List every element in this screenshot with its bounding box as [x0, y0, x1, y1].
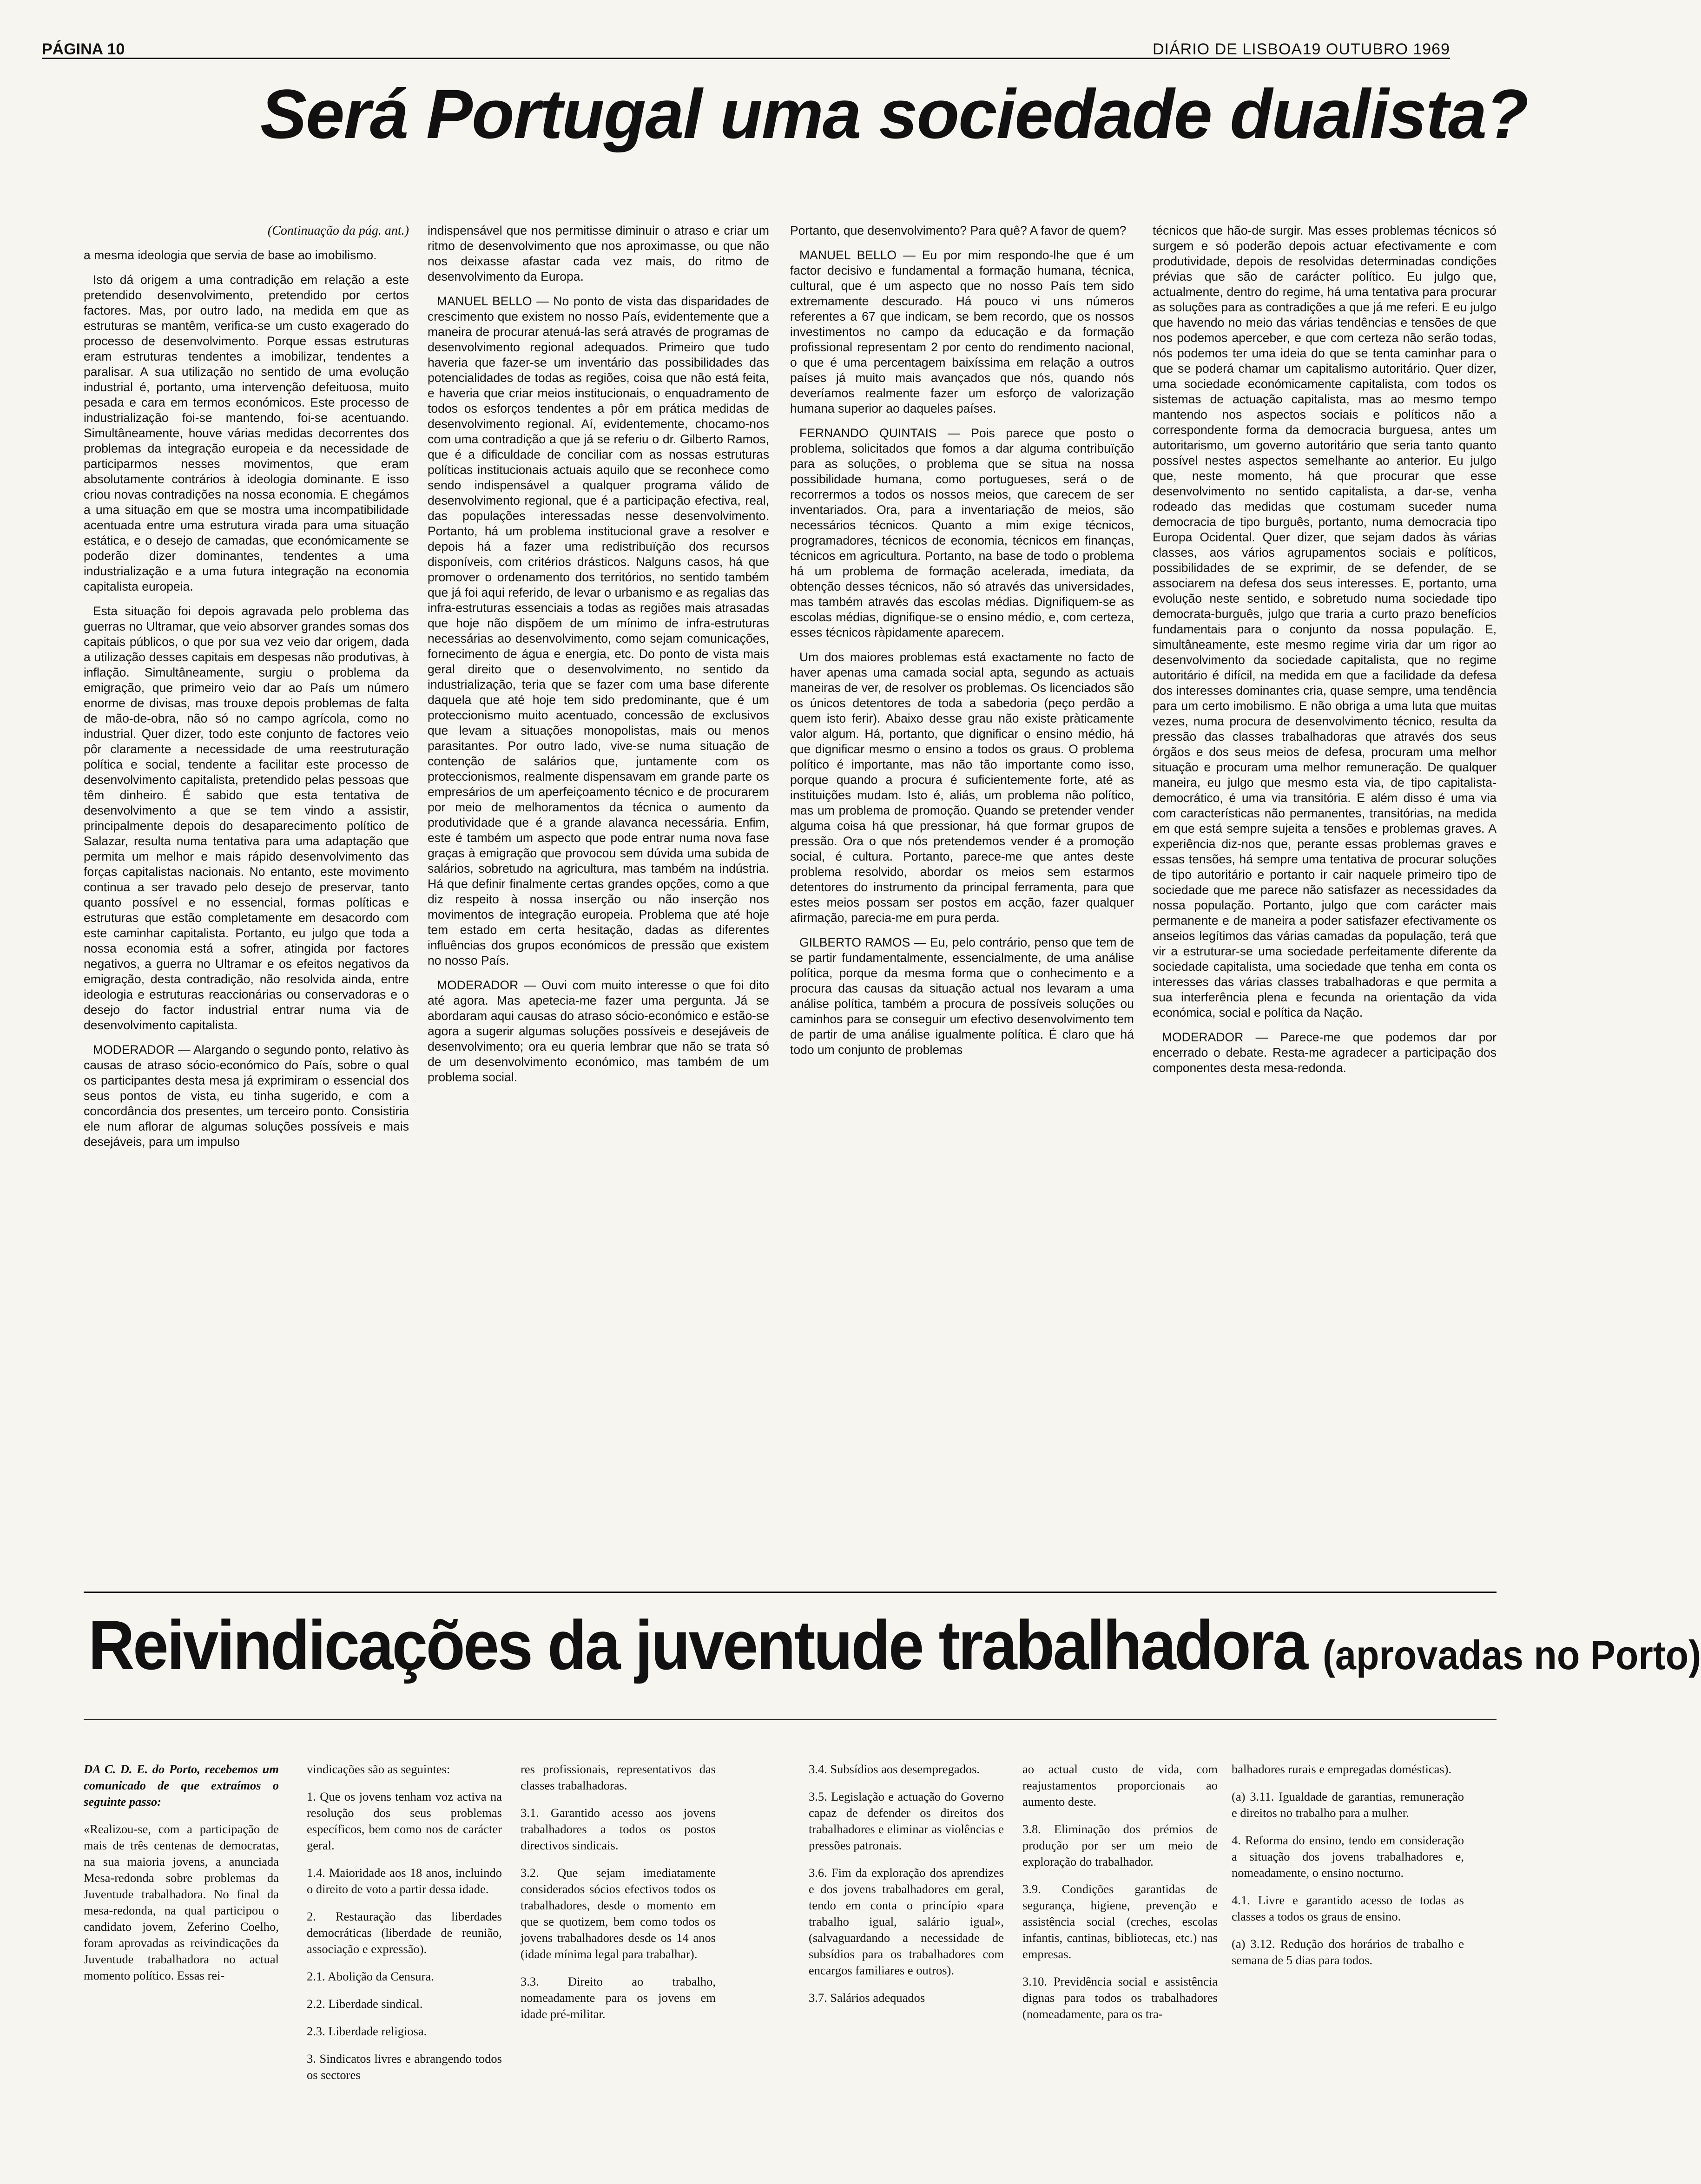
- list-item: 3.1. Garantido acesso aos jovens trabalhadores a todos os postos directivos sindicais.: [521, 1806, 716, 1852]
- list-item: 3.2. Que sejam imediatamente considerados sócios efectivos todos os trabalhadores, desde o momento em que se quotizem, bem como todos os jovens trabalhadores desde os 14 anos (idade mínima legal para trabalhar).: [521, 1866, 716, 1961]
- continuation-note: (Continuação da pág. ant.): [267, 224, 409, 238]
- paragraph: Isto dá origem a uma contradição em relação a este pretendido desenvolvimento, pretendido por certos factores. Mas, por outro lado, na medida em que as estruturas se mantêm, verifica-se um custo exagerado do processo de desenvolvimento. Porque essas estruturas eram estruturas tendentes a imobilizar, tendentes a paralisar. A sua utilização no sentido de uma evolução industrial é, portanto, uma intervenção defeituosa, muito pesada e cara em termos económicos. Este processo de industrialização foi-se mantendo, foi-se acentuando. Simultâneamente, houve várias medidas decorrentes dos problemas da integração europeia e da necessidade de participarmos nesses movimentos, que eram absolutamente contrários à ideologia dominante. E isso criou novas contradições na nossa economia. E chegámos a uma situação em que se mostra uma incompatibilidade acentuada entre uma estrutura virada para uma situação estática, e o desejo de camadas, que económicamente se poderão dizer dominantes, tendentes a uma industrialização e a uma futura integração na economia capitalista europeia.: [84, 273, 409, 593]
- article-column-4: [809, 1761, 1004, 2170]
- list-item: 3.4. Subsídios aos desempregados.: [809, 1762, 980, 1776]
- paragraph: FERNANDO QUINTAIS — Pois parece que posto o problema, solicitados que fomos a dar alguma contribuïção para as soluções, o problema que se situa na nossa possibilidade humana, como portugueses, será o de recorrermos a todos os nossos meios, que carecem de ser inventariados. Ora, para a inventariação de meios, são necessários técnicos. Quanto a mim exige técnicos, programadores, técnicos de economia, técnicos em finanças, técnicos em agricultura. Portanto, na base de todo o problema há um problema de formação acelerada, imediata, da obtenção desses técnicos, não só através das universidades, mas também através das escolas médias. Dignifiquem-se as escolas médias, dignifique-se o ensino médio, e, com certeza, esses técnicos ràpidamente aparecem.: [790, 426, 1134, 639]
- paragraph: MANUEL BELLO — No ponto de vista das disparidades de crescimento que existem no nosso País, evidentemente que a maneira de procurar atenuá-las será através de programas de desenvolvimento regional adequados. Primeiro que tudo haveria que fazer-se um inventário das possibilidades das potencialidades de todas as regiões, coisa que não está feita, e haveria que criar meios institucionais, o enquadramento de todos os esforços tendentes a pôr em prática medidas de desenvolvimento regional. Aí, evidentemente, chocamo-nos com uma contradição a que já se referiu o dr. Gilberto Ramos, que é a dificuldade de conciliar com as nossas estruturas políticas institucionais actuais aquilo que se reconhece como sendo indispensável a qualquer programa válido de desenvolvimento regional, que é a participação efectiva, real, das populações interessadas nesse desenvolvimento. Portanto, há um problema institucional grave a resolver e depois há a fazer uma redistribuïção dos recursos disponíveis, com critérios drásticos. Nalguns casos, há que promover o ordenamento dos territórios, no sentido também que já foi aqui referido, de levar o urbanismo e as regalias das infra-estruturas essenciais a todas as regiões mais atrasadas que hoje não dispõem de um mínimo de infra-estruturas necessárias ao desenvolvimento, como sejam comunicações, fornecimento de água e energia, etc. Do ponto de vista mais geral direito que o desenvolvimento, no sentido da industrialização, teria que se fazer com uma base diferente daquela que até hoje tem sido predominante, que é um proteccionismo muito acentuado, concessão de exclusivos que levam a situações monopolistas, mais ou menos parasitantes. Por outro lado, vive-se numa situação de contenção de salários que, juntamente com os proteccionismos, realmente dispensavam em grande parte os empresários de um aperfeiçoamento técnico e de procurarem por meio de melhoramentos da técnica o aumento da produtividade que é a grande alavanca necessária. Enfim, este é também um aspecto que pode entrar numa nova fase graças à emigração que provocou sem dúvida uma subida de salários, sobretudo na agricultura, mas também na indústria. Há que definir finalmente certas grandes opções, como a que diz respeito à nossa inserção ou não inserção nos movimentos de integração europeia. Problema que até hoje tem estado em certa hesitação, dadas as diferentes influências dos grupos económicos de pressão que existem no nosso País.: [428, 294, 769, 967]
- list-item: 2. Restauração das liberdades democráticas (liberdade de reunião, associação e expressão).: [307, 1909, 502, 1956]
- paragraph: GILBERTO RAMOS — Eu, pelo contrário, penso que tem de se partir fundamentalmente, essencialmente, de uma análise política, porque da mesma forma que o conhecimento e a procura das causas da situação actual nos levaram a uma análise política, também a procura de possíveis soluções ou caminhos para se conseguir um efectivo desenvolvimento tem de partir de uma análise igualmente política. É claro que há todo um conjunto de problemas: [790, 935, 1134, 1057]
- list-item: res profissionais, representativos das classes trabalhadoras.: [521, 1762, 716, 1792]
- list-item: (a) 3.11. Igualdade de garantias, remuneração e direitos no trabalho para a mulher.: [1232, 1789, 1464, 1820]
- list-item: 3.6. Fim da exploração dos aprendizes e dos jovens trabalhadores em geral, tendo em conta o princípio «para trabalho igual, salário igual», (salvaguardando a necessidade de subsídios para os trabalhadores com encargos familiares e outros).: [809, 1866, 1004, 1977]
- list-item: 1. Que os jovens tenham voz activa na resolução dos seus problemas específicos, bem como nos de carácter geral.: [307, 1789, 502, 1852]
- section-divider: [84, 1592, 1497, 1593]
- list-item: 4.1. Livre e garantido acesso de todas as classes a todos os graus de ensino.: [1232, 1893, 1464, 1923]
- list-item: 2.1. Abolição da Censura.: [307, 1969, 434, 1983]
- list-item: (a) 3.12. Redução dos horários de trabalho e semana de 5 dias para todos.: [1232, 1937, 1464, 1967]
- newspaper-name: DIÁRIO DE LISBOA: [1153, 40, 1303, 58]
- paragraph: técnicos que hão-de surgir. Mas esses problemas técnicos só surgem e só poderão depois actuar efectivamente e com produtividade, depois de resolvidas determinadas condições prévias que são de carácter político. Eu julgo que, actualmente, dentro do regime, há uma tentativa para procurar as soluções para as contradições a que já me referi. E eu julgo que havendo no meio das várias tendências e tensões de que nos podemos aperceber, e que com certeza não serão todas, nós podemos ter uma ideia do que se tenta caminhar para o que se poderá chamar um capitalismo autoritário. Quer dizer, uma sociedade económicamente capitalista, com todos os sistemas de actuação capitalista, mas ao mesmo tempo mantendo nos aspectos sociais e políticos não a correspondente forma da democracia burguesa, antes um autoritarismo, um governo autoritário que seria tanto quanto possível nestes aspectos semelhante ao anterior. Eu julgo que, neste momento, há que procurar que esse desenvolvimento no sentido capitalista, a dar-se, venha rodeado das medidas que costumam suceder numa democracia de tipo burguês, portanto, numa democracia tipo Europa Ocidental. Quer dizer, que sejam dados às várias classes, aos vários agrupamentos sociais e políticos, possibilidades de se exprimir, de se defender, de se associarem na defesa dos seus interesses. E, portanto, uma evolução neste sentido, e sobretudo numa sociedade tipo democrata-burguês, julgo que traria a curto prazo benefícios fundamentais para o conjunto da nossa população. E, simultâneamente, este mesmo regime viria dar um rigor ao desenvolvimento da sociedade capitalista, que no regime autoritário é difícil, na medida em que a facilidade da defesa dos interesses dominantes cria, quase sempre, uma tendência para um certo imobilismo. E não obriga a uma luta que muitas vezes, numa procura de desenvolvimento técnico, resulta da pressão das classes trabalhadoras que através dos seus órgãos e dos seus meios de defesa, procuram uma melhor situação e procuram uma melhor remuneração. De qualquer maneira, eu julgo que mesmo esta via, de tipo capitalista-democrático, é uma via transitória. E além disso é uma via com características não permanentes, transitórias, na medida em que está sempre sujeita a tensões e problemas graves. A experiência diz-nos que, perante essas problemas graves e essas tensões, há sempre uma tentativa de procurar soluções de tipo autoritário e portanto ir cair naquele primeiro tipo de sociedade que me parece não satisfazer as necessidades da nossa população. Portanto, julgo que com carácter mais permanente e de maneira a poder satisfazer efectivamente os anseios legítimos das várias camadas da população, terá que vir a estruturar-se uma sociedade perfeitamente diferente da sociedade capitalista, uma sociedade que tenha em conta os interesses das várias classes trabalhadoras e que permita a sua interferência plena e fecunda na orientação da vida económica, social e política da Nação.: [1153, 224, 1497, 1020]
- article-column-2: [307, 1761, 502, 2170]
- list-item: 3.8. Eliminação dos prémios de produção por ser um meio de exploração do trabalhador.: [1022, 1822, 1218, 1868]
- list-item: vindicações são as seguintes:: [307, 1762, 450, 1776]
- section-divider: [84, 1719, 1497, 1720]
- paragraph: a mesma ideologia que servia de base ao imobilismo.: [84, 248, 377, 262]
- list-item: 3.7. Salários adequados: [809, 1991, 925, 2005]
- article-column-1: [84, 1761, 279, 2170]
- list-item: 2.3. Liberdade religiosa.: [307, 2024, 427, 2038]
- list-item: ao actual custo de vida, com reajustamentos proporcionais ao aumento deste.: [1022, 1762, 1218, 1809]
- paragraph: MODERADOR — Ouvi com muito interesse o que foi dito até agora. Mas apetecia-me fazer uma pergunta. Já se abordaram aqui causas do atraso sócio-económico e estão-se agora a sugerir algumas soluções possíveis e desejáveis de desenvolvimento; ora eu queria lembrar que não se trata só de um desenvolvimento económico, mas também de um problema social.: [428, 978, 769, 1084]
- list-item: 3.10. Previdência social e assistência dignas para todos os trabalhadores (nomeadamente, para os tra-: [1022, 1974, 1218, 2021]
- paragraph: DA C. D. E. do Porto, recebemos um comunicado de que extraímos o seguinte passo:: [84, 1762, 279, 1809]
- issue-date: 19 OUTUBRO 1969: [1302, 40, 1450, 58]
- list-item: 3.9. Condições garantidas de segurança, higiene, prevenção e assistência social (creches, escolas infantis, cantinas, bibliotecas, etc.) nas empresas.: [1022, 1882, 1218, 1961]
- list-item: balhadores rurais e empregadas domésticas).: [1232, 1762, 1452, 1776]
- paragraph: Portanto, que desenvolvimento? Para quê? A favor de quem?: [790, 224, 1127, 237]
- article-title-main: Reivindicações da juventude trabalhadora: [88, 1606, 1307, 1684]
- article-column-3: [521, 1761, 716, 2170]
- article-title: [88, 1599, 1701, 1702]
- list-item: 2.2. Liberdade sindical.: [307, 1997, 423, 2011]
- article-title: Será Portugal uma sociedade dualista?: [260, 75, 1528, 153]
- list-item: 4. Reforma do ensino, tendo em consideração a situação dos jovens trabalhadores e, nomeadamente, o ensino nocturno.: [1232, 1833, 1464, 1880]
- article-column-2: [428, 223, 769, 1585]
- article-subtitle: (aprovadas no Porto): [1322, 1632, 1701, 1678]
- list-item: 3.5. Legislação e actuação do Governo capaz de defender os direitos dos trabalhadores e eliminar as violências e pressões patronais.: [809, 1789, 1004, 1852]
- list-item: 3.3. Direito ao trabalho, nomeadamente para os jovens em idade pré-militar.: [521, 1974, 716, 2021]
- paragraph: MANUEL BELLO — Eu por mim respondo-lhe que é um factor decisivo e fundamental a formação humana, técnica, cultural, que é um aspecto que no nosso País tem sido extremamente descurado. Há pouco vi uns números referentes a 67 que indicam, se bem recordo, que os nossos investimentos no campo da educação e da formação profissional representam 2 por cento do rendimento nacional, o que é uma percentagem baixíssima em relação a outros países já muito mais avançados que nós, quando nós deveríamos realmente fazer um esforço de valorização humana superior ao daqueles países.: [790, 248, 1134, 415]
- paragraph: Esta situação foi depois agravada pelo problema das guerras no Ultramar, que veio absorver grandes somas dos capitais públicos, o que por sua vez veio dar origem, dada a utilização desses capitais em despesas não produtivas, à inflação. Simultâneamente, surgiu o problema da emigração, que primeiro veio dar ao País um número enorme de divisas, mas trouxe depois problemas de falta de mão-de-obra, não só no campo agrícola, como no industrial. Quer dizer, todo este conjunto de factores veio pôr claramente a necessidade de uma reestruturação política e social, tendente a facilitar este processo de desenvolvimento capitalista, pretendido pelas pessoas que têm dinheiro. É sabido que esta tentativa de desenvolvimento a que se tem vindo a assistir, principalmente depois do desaparecimento político de Salazar, resulta numa tentativa para uma adaptação que permita um melhor e mais rápido desenvolvimento das forças capitalistas nacionais. No entanto, este movimento continua a ser travado pelo desejo de preservar, tanto quanto possível e no essencial, formas políticas e estruturas que estão completamente em desacordo com este caminhar capitalista. Portanto, eu julgo que toda a nossa economia está a sofrer, atingida por factores negativos, a guerra no Ultramar e os efeitos negativos da emigração, desta contradição, não resolvida ainda, entre ideologia e estruturas reaccionárias ou conservadoras e o desejo do factor industrial entrar numa via de desenvolvimento capitalista.: [84, 604, 409, 1032]
- list-item: 3. Sindicatos livres e abrangendo todos os sectores: [307, 2052, 502, 2082]
- paragraph: MODERADOR — Parece-me que podemos dar por encerrado o debate. Resta-me agradecer a participação dos componentes desta mesa-redonda.: [1153, 1030, 1497, 1075]
- page-number: PÁGINA 10: [42, 40, 125, 58]
- paragraph: Um dos maiores problemas está exactamente no facto de haver apenas uma camada social apta, segundo as actuais maneiras de ver, de resolver os problemas. Os licenciados são os únicos detentores de toda a sabedoria (peço perdão a quem isto ferir). Abaixo desse grau não existe pràticamente valor algum. Há, portanto, que dignificar o ensino médio, há que dignificar mesmo o ensino a todos os graus. O problema político é importante, mas não tão importante como isso, porque quando a procura é suficientemente forte, até as instituições mudam. Isto é, aliás, um problema não político, mas um problema de promoção. Quando se pretender vender alguma coisa há que pressionar, há que formar grupos de pressão. Ora o que nós pretendemos vender é a promoção social, é cultura. Portanto, parece-me que antes deste problema resolvido, abordar os meios sem estarmos detentores do instrumento da principal ferramenta, para que estes meios possam ser postos em acção, fazer qualquer afirmação, parecia-me em pura perda.: [790, 650, 1134, 925]
- paragraph: «Realizou-se, com a participação de mais de três centenas de democratas, na sua maioria jovens, a anunciada Mesa-redonda sobre problemas da Juventude trabalhadora. No final da mesa-redonda, na qual participou o candidato jovem, Zeferino Coelho, foram aprovadas as reivindicações da Juventude trabalhadora no actual momento político. Essas rei-: [84, 1822, 279, 1982]
- list-item: 1.4. Maioridade aos 18 anos, incluindo o direito de voto a partir dessa idade.: [307, 1866, 502, 1896]
- article-column-5: [1022, 1761, 1218, 2170]
- page-header: [42, 41, 1450, 59]
- paragraph: MODERADOR — Alargando o segundo ponto, relativo às causas de atraso sócio-económico do País, sobre o qual os participantes desta mesa já exprimiram o essencial dos seus pontos de vista, eu tinha sugerido, e com a concordância dos presentes, um terceiro ponto. Consistiria ele num aflorar de algumas soluções possíveis e mais desejáveis, para um impulso: [84, 1043, 409, 1149]
- article-column-1: [84, 223, 409, 1585]
- article-column-6: [1232, 1761, 1464, 2170]
- article-column-4: [1153, 223, 1497, 1585]
- article-column-3: [790, 223, 1134, 1585]
- paragraph: indispensável que nos permitisse diminuir o atraso e criar um ritmo de desenvolvimento que nos aproximasse, ou que não nos deixasse afastar cada vez mais, do ritmo de desenvolvimento da Europa.: [428, 224, 769, 283]
